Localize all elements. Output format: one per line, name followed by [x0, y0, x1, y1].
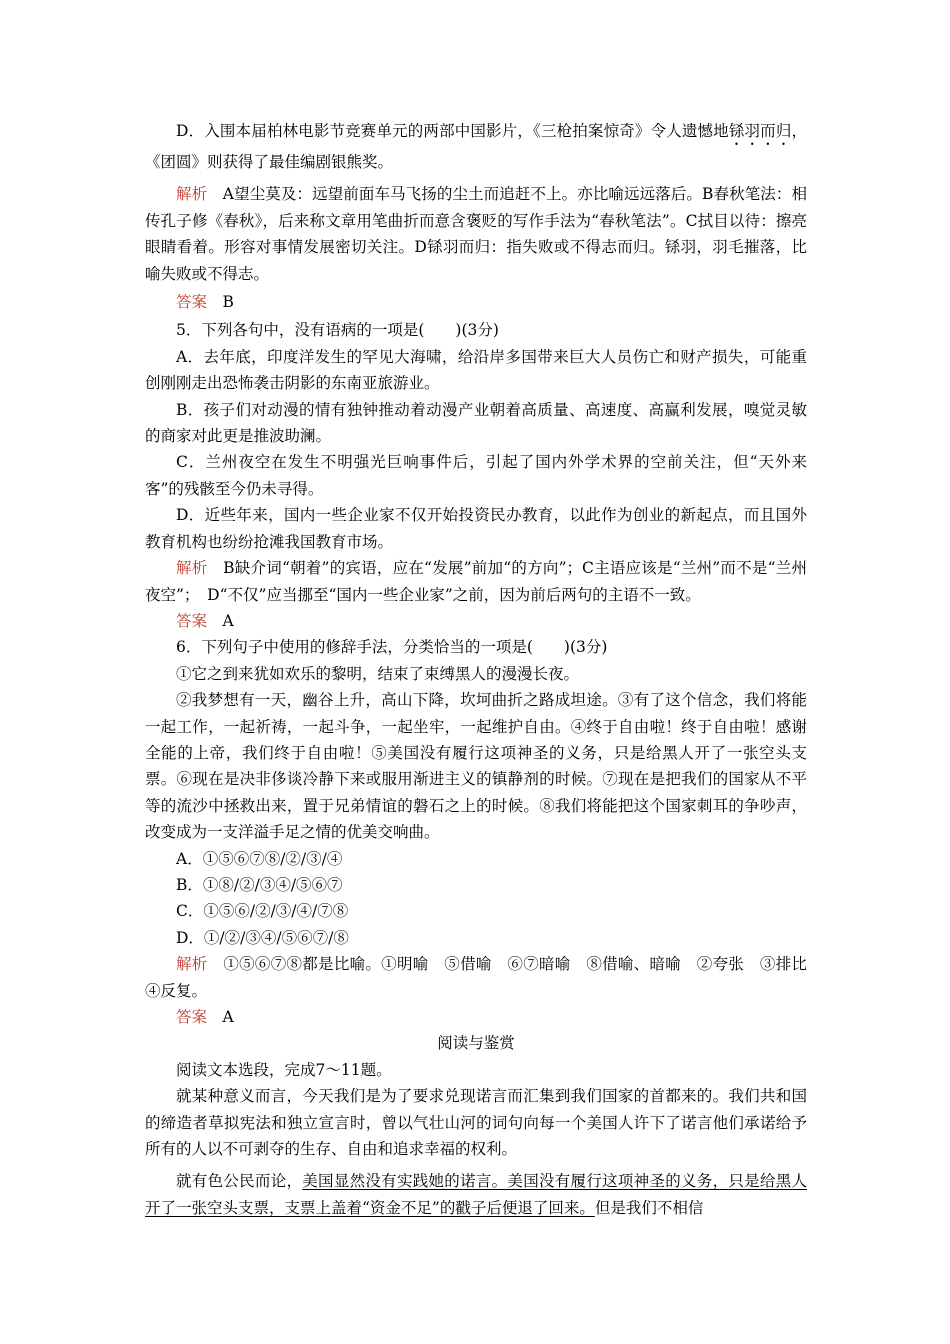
analysis-label: 解析	[176, 559, 208, 578]
reading-paragraph-2-lead: 就有色公民而论，	[176, 1172, 303, 1191]
q6-option-b: B．①⑧/②/③④/⑤⑥⑦	[176, 875, 343, 894]
q4-option-d-text: D．入围本届柏林电影节竞赛单元的两部中国影片，《三枪拍案惊奇》令人遗憾地	[176, 122, 729, 140]
answer-label: 答案	[176, 293, 208, 312]
q4-analysis	[145, 181, 807, 287]
answer-label: 答案	[176, 1008, 208, 1026]
reading-paragraph-1: 就某种意义而言，今天我们是为了要求兑现诺言而汇集到我们国家的首都来的。我们共和国的缔造者草拟宪法和独立宣言时，曾以气壮山河的词句向每一个美国人许下了诺言他们承诺给予所有的人以不可剥夺的生存、自由和追求幸福的权利。	[145, 1087, 807, 1159]
q6-stem: 6．下列句子中使用的修辞手法，分类恰当的一项是( )(3分)	[176, 638, 608, 657]
analysis-label: 解析	[176, 185, 208, 204]
answer-label: 答案	[176, 611, 208, 630]
q6-option-c: C．①⑤⑥/②/③/④/⑦⑧	[176, 902, 349, 921]
q6-analysis-text: ①⑤⑥⑦⑧都是比喻。①明喻 ⑤借喻 ⑥⑦暗喻 ⑧借喻、暗喻 ②夸张 ③排比 ④反复。	[145, 955, 823, 1000]
q5-analysis-text: B缺介词“朝着”的宾语，应在“发展”前加“的方向”；C主语应该是“兰州”而不是“兰州夜空”； D“不仅”应当挪至“国内一些企业家”之前，因为前后两句的主语不一致。	[145, 559, 807, 604]
q5-option-c: C．兰州夜空在发生不明强光巨响事件后，引起了国内外学术界的空前关注，但“天外来客”的残骸至今仍未寻得。	[145, 453, 807, 498]
q6-answer	[145, 1004, 807, 1030]
q4-option-d-dotted-2: 而归	[760, 122, 792, 140]
q6-option-d: D．①/②/③④/⑤⑥⑦/⑧	[176, 928, 349, 947]
q5-option-b: B．孩子们对动漫的情有独钟推动着动漫产业朝着高质量、高速度、高赢利发展，嗅觉灵敏的商家对此更是推波助澜。	[145, 400, 807, 446]
q6-analysis	[145, 951, 823, 1004]
q5-answer-value: A	[207, 611, 234, 630]
q6-sentences-2-8: ②我梦想有一天，幽谷上升，高山下降，坎坷曲折之路成坦途。③有了这个信念，我们将能一起工作，一起祈祷，一起斗争，一起坐牢，一起维护自由。④终于自由啦！终于自由啦！感谢全能的上帝，我们终于自由啦！⑤美国没有履行这项神圣的义务，只是给黑人开了一张空头支票。⑥现在是决非侈谈冷静下来或服用渐进主义的镇静剂的时候。⑦现在是把我们的国家从不平等的流沙中拯救出来，置于兄弟情谊的磐石之上的时候。⑧我们将能把这个国家刺耳的争吵声，改变成为一支洋溢手足之情的优美交响曲。	[145, 691, 807, 842]
q5-option-d: D．近些年来，国内一些企业家不仅开始投资民办教育，以此作为创业的新起点，而且国外教育机构也纷纷抢滩我国教育市场。	[145, 506, 807, 551]
q5-option-a: A．去年底，印度洋发生的罕见大海啸，给沿岸多国带来巨大人员伤亡和财产损失，可能重创刚刚走出恐怖袭击阴影的东南亚旅游业。	[145, 347, 807, 393]
reading-intro: 阅读文本选段，完成7～11题。	[176, 1060, 392, 1079]
q4-answer	[145, 289, 807, 315]
document-page	[145, 118, 823, 1221]
q6-sentence-1: ①它之到来犹如欢乐的黎明，结束了束缚黑人的漫漫长夜。	[176, 664, 580, 683]
q4-option-d	[145, 118, 807, 175]
q6-answer-value: A	[207, 1008, 234, 1026]
section-title: 阅读与鉴赏	[437, 1034, 515, 1053]
reading-paragraph-2	[145, 1168, 807, 1221]
q5-answer	[145, 608, 807, 634]
q4-answer-value: B	[207, 293, 234, 312]
q6-option-a: A．①⑤⑥⑦⑧/②/③/④	[176, 849, 343, 868]
q4-option-d-suffix: ，《团圆》则获得了最佳编剧银熊奖。	[145, 122, 807, 171]
underlined-passage: 美国显然没有实践她的诺言。美国没有履行这项神圣的义务，只是给黑人开了一张空头支票，支票上盖着“资金不足”的戳子后便退了回来。	[145, 1172, 807, 1217]
analysis-label: 解析	[176, 955, 208, 974]
q5-analysis	[145, 555, 807, 608]
q4-analysis-text: A望尘莫及：远望前面车马飞扬的尘土而追赶不上。亦比喻远远落后。B春秋笔法：相传孔子修《春秋》，后来称文章用笔曲折而意含褒贬的写作手法为“春秋笔法”。C拭目以待：擦亮眼睛看着。形容对事情发展密切关注。D铩羽而归：指失败或不得志而归。铩羽，羽毛摧落，比喻失败或不得志。	[145, 185, 807, 283]
q5-stem: 5．下列各句中，没有语病的一项是( )(3分)	[176, 321, 499, 340]
reading-paragraph-2-tail: 但是我们不相信	[594, 1198, 704, 1217]
q4-option-d-dotted-1: 铩羽	[728, 122, 761, 140]
